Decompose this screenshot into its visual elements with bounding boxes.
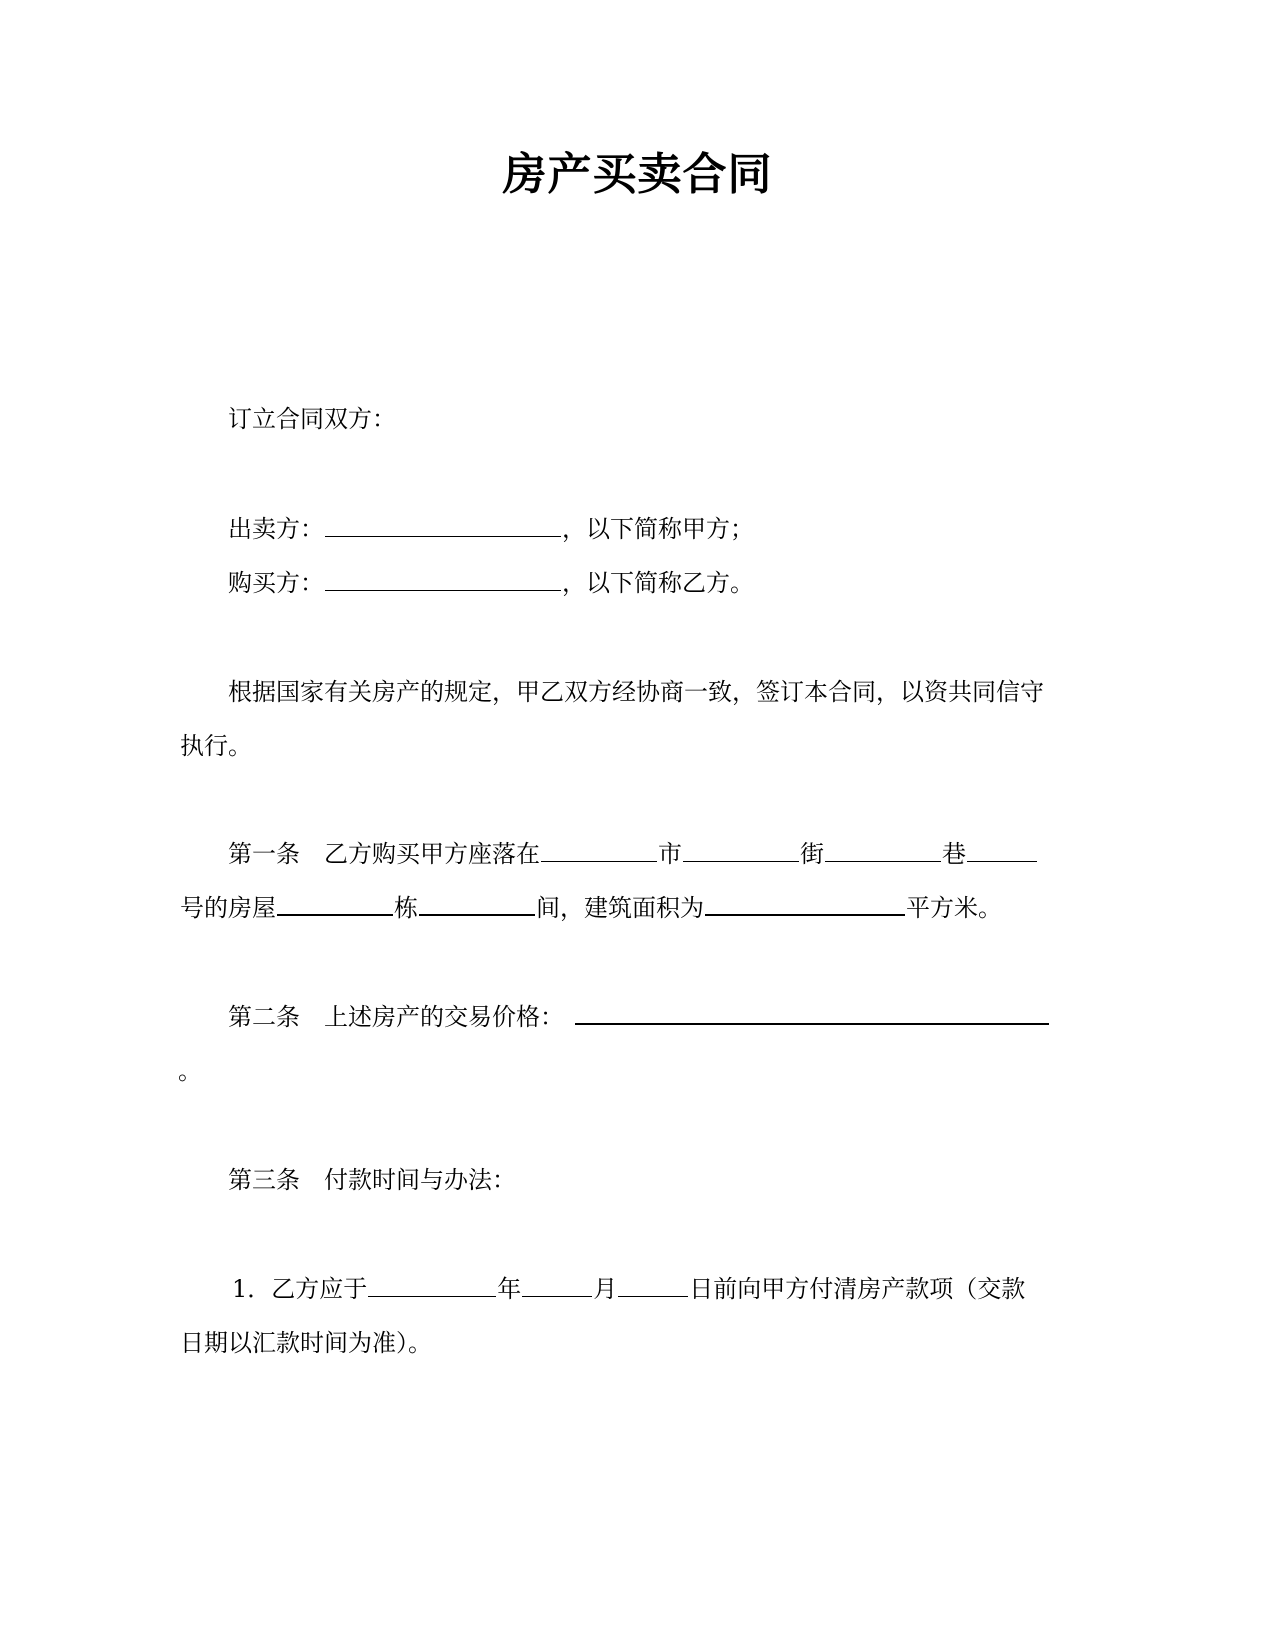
- buyer-suffix: ，以下简称乙方。: [562, 569, 754, 597]
- article-1-building-label: 栋: [394, 894, 418, 922]
- parties-intro: [228, 402, 396, 436]
- clause-1-text-1: 乙方应于: [271, 1275, 368, 1303]
- article-2-text: 上述房产的交易价格：: [324, 1003, 564, 1031]
- lane-blank[interactable]: [825, 839, 941, 862]
- article-1-lane-label: 巷: [942, 840, 966, 868]
- number-blank[interactable]: [967, 839, 1037, 862]
- clause-1-line-1: [232, 1272, 1025, 1306]
- seller-suffix: ，以下简称甲方；: [562, 515, 754, 543]
- page-title: 房产买卖合同: [502, 149, 773, 200]
- price-blank[interactable]: [575, 1001, 1049, 1025]
- clause-1-text-4: 日前向甲方付清房产款项（交款: [689, 1275, 1026, 1303]
- preamble-line-2: [180, 729, 252, 763]
- clause-1-text-2: 日期以汇款时间为准）。: [180, 1329, 432, 1357]
- clause-1-number: 1．: [232, 1275, 272, 1303]
- seller-label: 出卖方：: [228, 515, 324, 543]
- month-blank[interactable]: [522, 1274, 592, 1297]
- buyer-label: 购买方：: [228, 569, 324, 597]
- parties-intro-text: 订立合同双方：: [228, 405, 396, 433]
- seller-name-blank[interactable]: [325, 514, 561, 537]
- seller-line: [228, 512, 754, 546]
- buyer-name-blank[interactable]: [325, 568, 561, 591]
- rooms-blank[interactable]: [419, 892, 535, 916]
- street-blank[interactable]: [683, 839, 799, 862]
- day-blank[interactable]: [618, 1274, 688, 1297]
- clause-1-month-label: 月: [593, 1275, 618, 1303]
- article-1-heading: 第一条: [228, 840, 300, 868]
- area-blank[interactable]: [705, 892, 905, 916]
- buyer-line: [228, 566, 754, 600]
- clause-1-line-2: [180, 1326, 432, 1360]
- article-2-heading: 第二条: [228, 1003, 300, 1031]
- article-3-text: 付款时间与办法：: [324, 1166, 516, 1194]
- building-blank[interactable]: [277, 892, 393, 916]
- article-2-line-1: [228, 1000, 1050, 1034]
- article-1-city-label: 市: [658, 840, 682, 868]
- article-1-text-5: 号的房屋: [180, 894, 276, 922]
- article-1-text-7: 间，建筑面积为: [536, 894, 704, 922]
- preamble-text-2: 执行。: [180, 732, 252, 760]
- article-1-text-1: 乙方购买甲方座落在: [324, 840, 540, 868]
- article-3-line: [228, 1163, 516, 1197]
- article-1-text-8: 平方米。: [906, 894, 1002, 922]
- article-1-line-2: [180, 891, 1002, 925]
- article-1-street-label: 街: [800, 840, 824, 868]
- clause-1-year-label: 年: [497, 1275, 522, 1303]
- year-blank[interactable]: [368, 1274, 496, 1297]
- preamble-text-1: 根据国家有关房产的规定，甲乙双方经协商一致，签订本合同，以资共同信守: [228, 678, 1044, 706]
- preamble-line-1: [228, 675, 1044, 709]
- article-3-heading: 第三条: [228, 1166, 300, 1194]
- city-blank[interactable]: [541, 839, 657, 862]
- article-2-end: 。: [178, 1057, 202, 1085]
- article-2-line-2: [178, 1054, 202, 1088]
- article-1-line-1: [228, 837, 1038, 871]
